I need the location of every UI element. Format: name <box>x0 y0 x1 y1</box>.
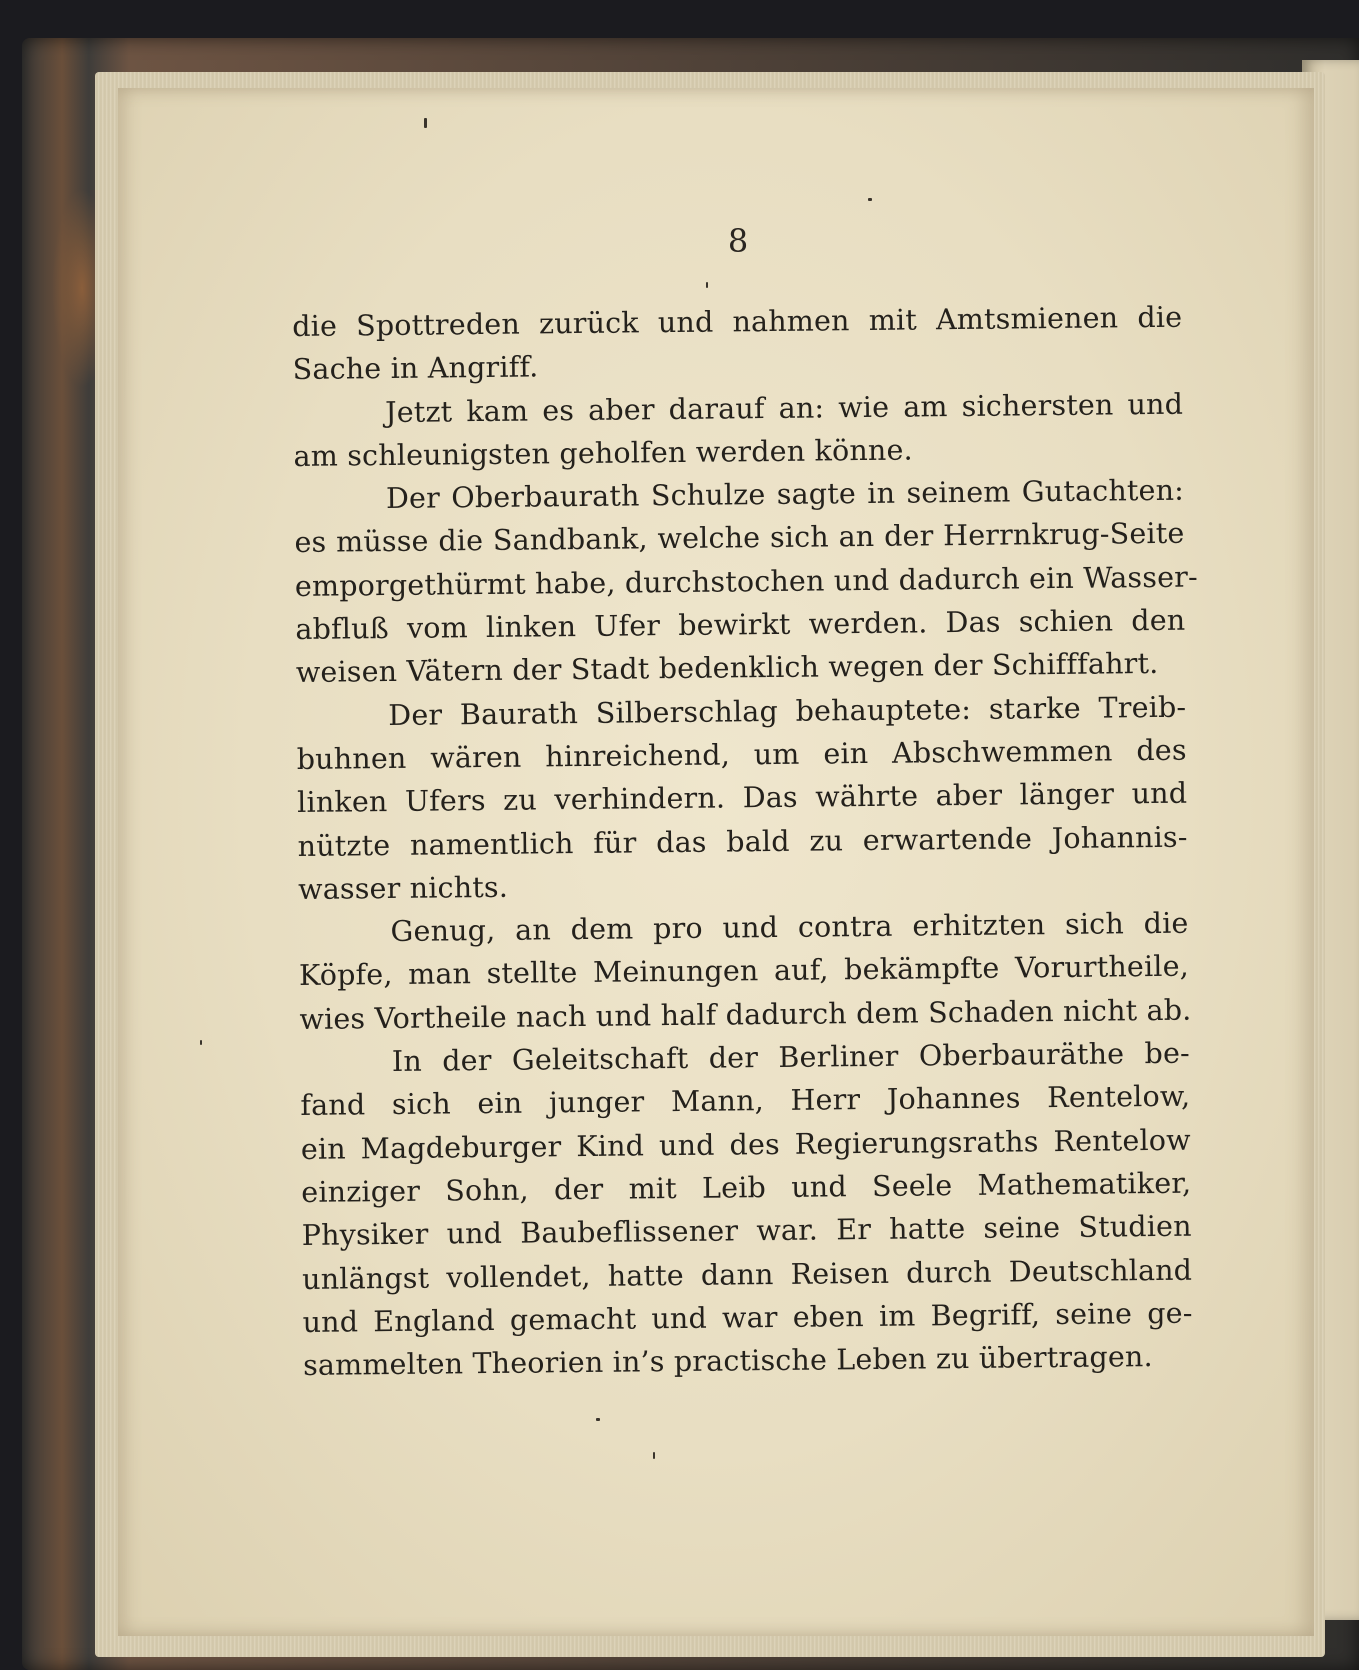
paper-speck <box>596 1418 600 1421</box>
text-line: In der Geleitschaft der Berliner Oberbauräthe be- <box>391 1036 1191 1079</box>
text-line: die Spottreden zurück und nahmen mit Amtsmienen die <box>292 300 1183 343</box>
paper-speck <box>868 198 872 201</box>
page-text <box>292 296 1199 1388</box>
text-line: Der Baurath Silberschlag behauptete: starke Treib- <box>388 690 1187 732</box>
text-line: buhnen wären hinreichend, um ein Abschwemmen des <box>296 733 1187 776</box>
text-line: sammelten Theorien in’s practische Leben zu übertragen. <box>302 1340 1153 1383</box>
text-line: Sache in Angriff. <box>292 350 539 387</box>
text-line: weisen Vätern der Stadt bedenklich wegen der Schifffahrt. <box>295 647 1159 690</box>
text-line: fand sich ein junger Mann, Herr Johannes Rentelow, <box>300 1079 1191 1123</box>
paper-speck <box>706 282 708 288</box>
text-line: wies Vortheile nach und half dadurch dem Schaden nicht ab. <box>299 993 1192 1036</box>
text-line: emporgethürmt habe, durchstochen und dadurch ein Wasser- <box>294 560 1199 603</box>
text-line: ein Magdeburger Kind und des Regierungsraths Rentelow <box>300 1123 1191 1166</box>
text-line: abfluß vom linken Ufer bewirkt werden. Das schien den <box>295 603 1186 647</box>
text-line: wasser nichts. <box>297 870 509 906</box>
text-line: Jetzt kam es aber darauf an: wie am sichersten und <box>384 387 1184 429</box>
text-line: und England gemacht und war eben im Begriff, seine ge- <box>302 1296 1193 1339</box>
text-line: einziger Sohn, der mit Leib und Seele Mathematiker, <box>301 1166 1192 1209</box>
paper-speck <box>200 1040 202 1045</box>
paper-speck <box>424 118 427 128</box>
text-line: unlängst vollendet, hatte dann Reisen durch Deutschland <box>302 1253 1193 1296</box>
paper-speck <box>653 1452 655 1459</box>
text-line: Genug, an dem pro und contra erhitzten sich die <box>390 906 1189 949</box>
text-line: Physiker und Baubeflissener war. Er hatte seine Studien <box>301 1209 1192 1253</box>
page-number: 8 <box>727 222 749 260</box>
text-line: linken Ufers zu verhindern. Das währte aber länger und <box>297 776 1188 820</box>
text-line: es müsse die Sandbank, welche sich an der Herrnkrug-Seite <box>294 517 1185 560</box>
text-line: Der Oberbaurath Schulze sagte in seinem Gutachten: <box>385 473 1185 516</box>
text-line: nützte namentlich für das bald zu erwartende Johannis- <box>297 820 1188 863</box>
text-line: Köpfe, man stellte Meinungen auf, bekämpfte Vorurtheile, <box>298 950 1190 993</box>
text-line: am schleunigsten geholfen werden könne. <box>293 433 914 473</box>
